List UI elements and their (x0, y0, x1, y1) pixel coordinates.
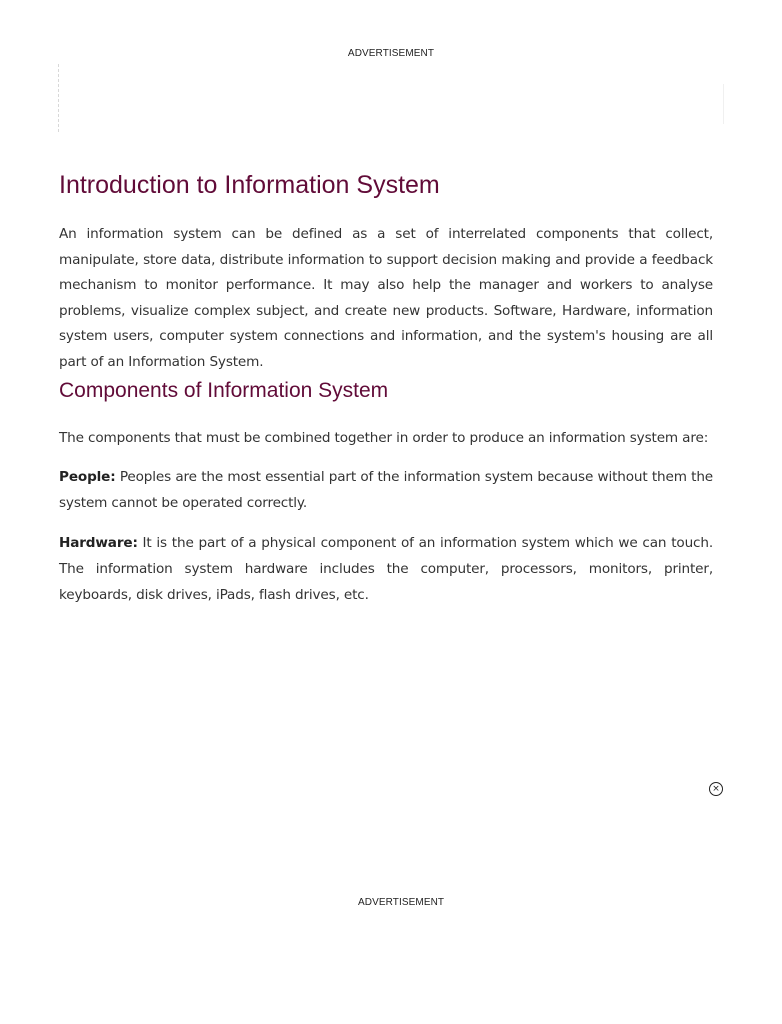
hardware-description: It is the part of a physical component of an information system which we can touch. The information system hardware includes the computer, processors, monitors, printer, keyboards, disk drives, iPads, flash drives, etc. (59, 535, 713, 603)
people-description: Peoples are the most essential part of the information system because without them the system cannot be operated correctly. (59, 469, 713, 511)
ad-slot-border (58, 64, 59, 132)
ad-slot-top[interactable] (58, 64, 724, 132)
article-title: Introduction to Information System (59, 171, 440, 199)
close-circle-icon: × (712, 783, 720, 794)
advertisement-label-bottom: ADVERTISEMENT (358, 897, 445, 908)
people-paragraph (59, 465, 713, 516)
hardware-paragraph (59, 531, 713, 608)
people-term: People: (59, 469, 116, 486)
intro-paragraph: An information system can be defined as a set of interrelated components that collect, manipulate, store data, distribute information to support decision making and provide a feedback mechanism to monitor performance. It may also help the manager and workers to analyse problems, visualize complex subject, and create new products. Software, Hardware, information system users, computer system connections and information, and the system's housing are all part of an Information System. (59, 226, 713, 370)
components-heading: Components of Information System (59, 378, 389, 402)
components-lead-paragraph: The components that must be combined together in order to produce an information system are: (59, 429, 709, 446)
article-content (59, 168, 713, 608)
hardware-term: Hardware: (59, 535, 138, 552)
advertisement-label-top: ADVERTISEMENT (347, 48, 435, 59)
ad-slot-border (723, 84, 724, 124)
close-ad-button[interactable] (709, 782, 723, 796)
